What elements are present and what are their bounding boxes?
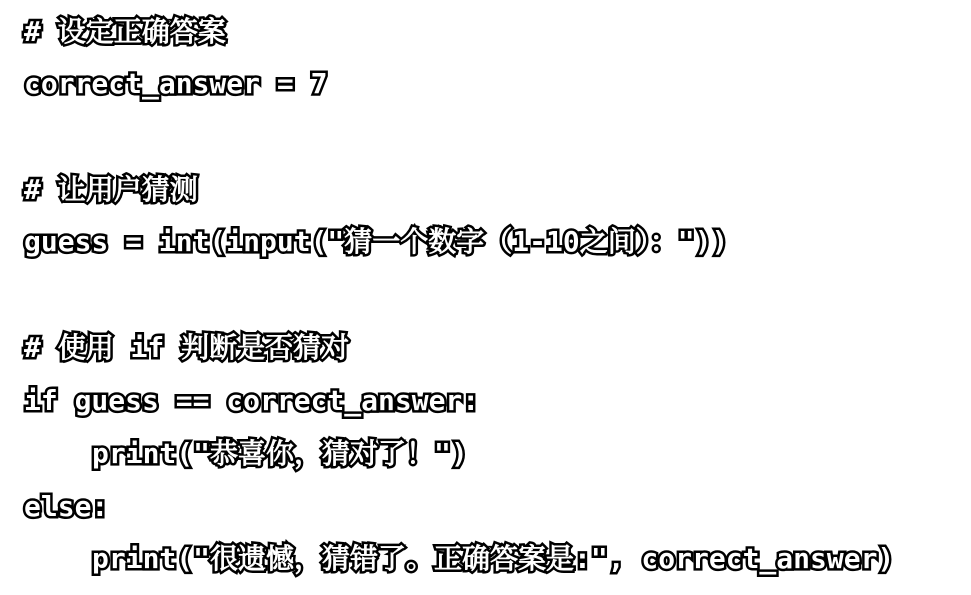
code-print-success: print("恭喜你，猜对了！")	[92, 437, 468, 470]
code-assign-correct-answer: correct_answer = 7	[24, 67, 328, 100]
comment-if-check: # 使用 if 判断是否猜对	[24, 331, 350, 364]
comment-user-guess: # 让用户猜测	[24, 173, 198, 206]
code-print-failure: print("很遗憾，猜错了。正确答案是:", correct_answer)	[92, 542, 895, 575]
code-input-guess: guess = int(input("猜一个数字（1-10之间）："))	[24, 225, 729, 258]
code-else-statement: else:	[24, 490, 109, 523]
comment-set-answer: # 设定正确答案	[24, 15, 226, 48]
code-if-statement: if guess == correct_answer:	[24, 384, 480, 417]
